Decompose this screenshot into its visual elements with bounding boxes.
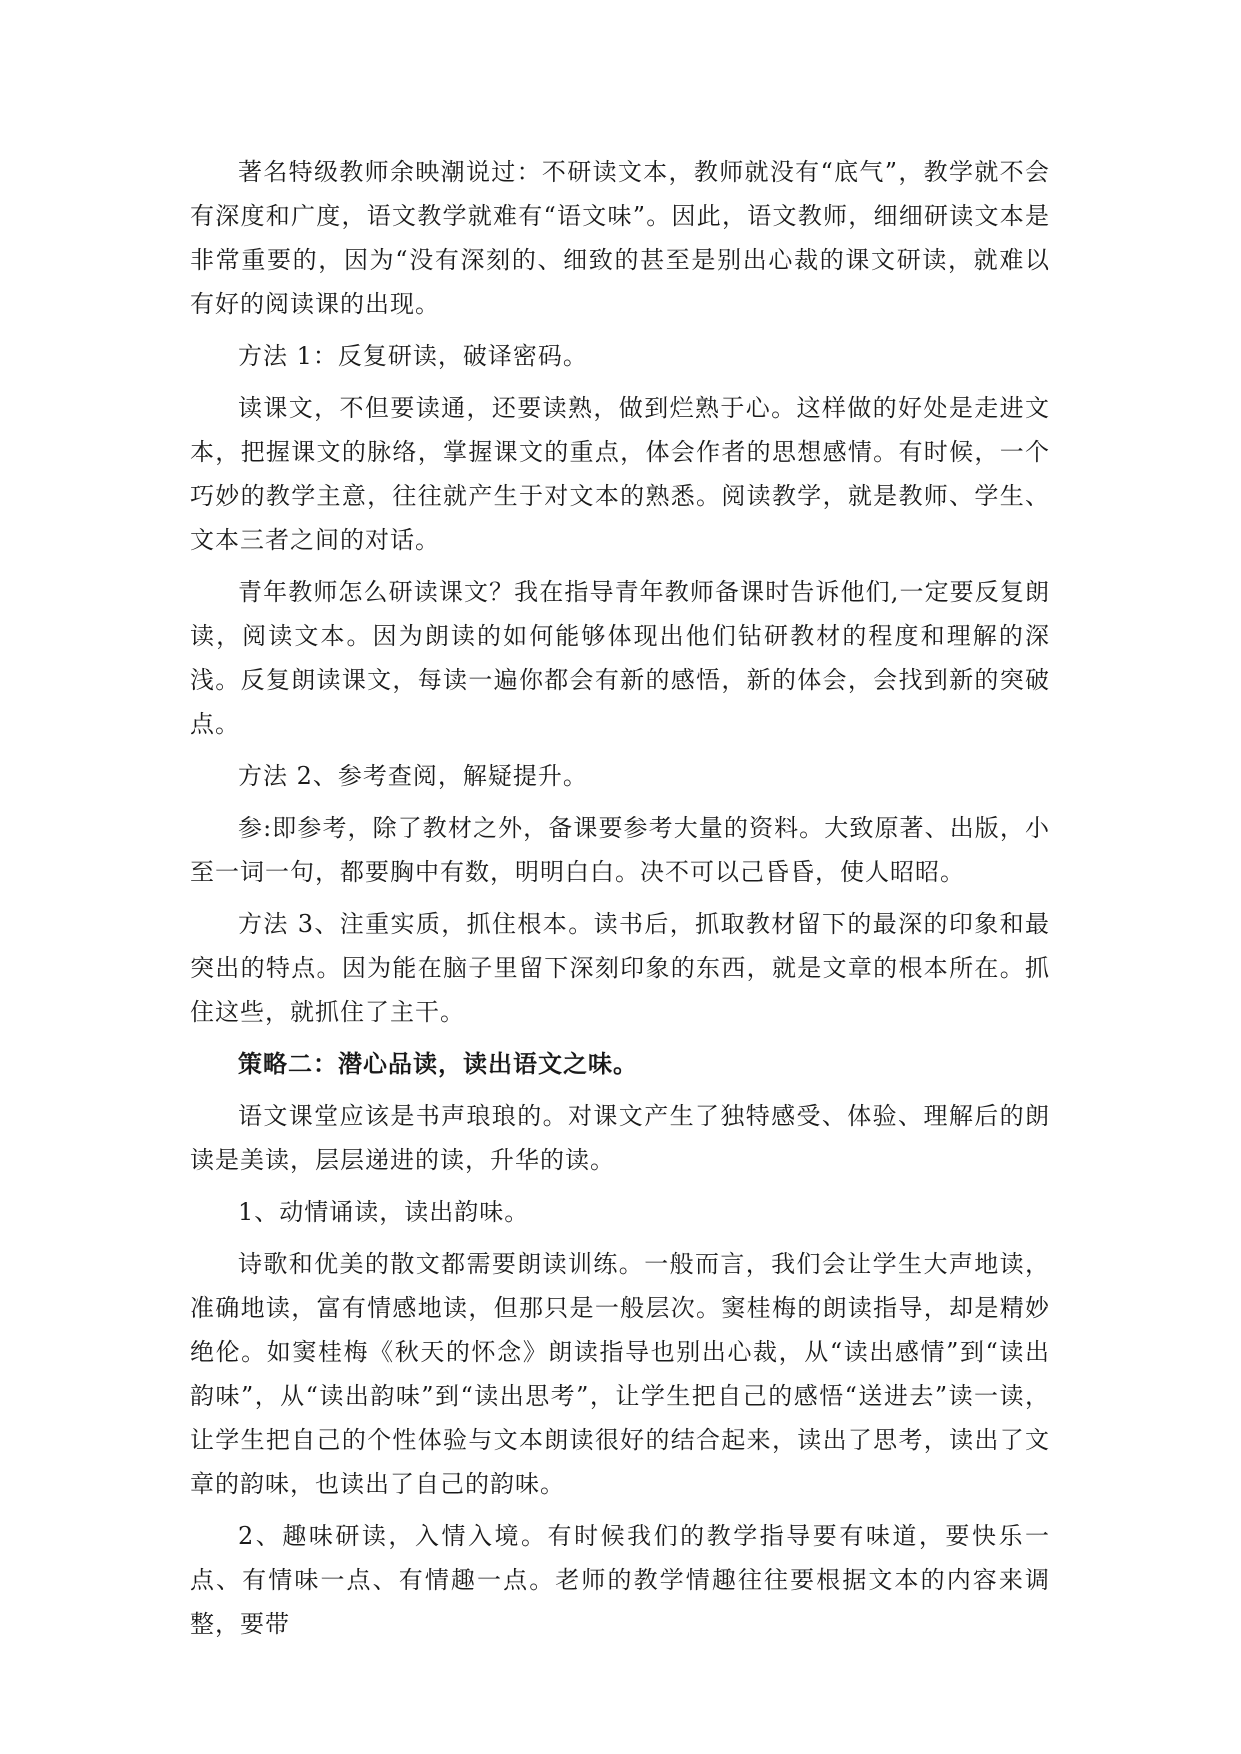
section-heading-strategy-2: 策略二：潜心品读，读出语文之味。 [238, 1049, 638, 1078]
document-body [190, 150, 1050, 1654]
paragraph-method-3: 方法 3、注重实质，抓住根本。读书后，抓取教材留下的最深的印象和最突出的特点。因为能在脑子里留下深刻印象的东西，就是文章的根本所在。抓住这些，就抓住了主干。 [190, 910, 1050, 1026]
paragraph-poetry-reading: 诗歌和优美的散文都需要朗读训练。一般而言，我们会让学生大声地读，准确地读，富有情感地读，但那只是一般层次。窦桂梅的朗读指导，却是精妙绝伦。如窦桂梅《秋天的怀念》朗读指导也别出心裁，从“读出感情”到“读出韵味”，从“读出韵味”到“读出思考”，让学生把自己的感悟“送进去”读一读，让学生把自己的个性体验与文本朗读很好的结合起来，读出了思考，读出了文章的韵味，也读出了自己的韵味。 [190, 1250, 1050, 1498]
paragraph-method-2-body: 参:即参考，除了教材之外，备课要参考大量的资料。大致原著、出版，小至一词一句，都要胸中有数，明明白白。决不可以己昏昏，使人昭昭。 [190, 814, 1050, 886]
paragraph-method-1-heading: 方法 1：反复研读，破译密码。 [238, 342, 588, 370]
paragraph-young-teachers: 青年教师怎么研读课文？我在指导青年教师备课时告诉他们,一定要反复朗读，阅读文本。因为朗读的如何能够体现出他们钻研教材的程度和理解的深浅。反复朗读课文，每读一遍你都会有新的感悟，新的体会，会找到新的突破点。 [190, 578, 1050, 738]
paragraph-method-2-heading: 方法 2、参考查阅，解疑提升。 [238, 762, 588, 790]
paragraph-method-1-body: 读课文，不但要读通，还要读熟，做到烂熟于心。这样做的好处是走进文本，把握课文的脉络，掌握课文的重点，体会作者的思想感情。有时候，一个巧妙的教学主意，往往就产生于对文本的熟悉。阅读教学，就是教师、学生、文本三者之间的对话。 [190, 394, 1050, 554]
paragraph-intro: 著名特级教师余映潮说过：不研读文本，教师就没有“底气”，教学就不会有深度和广度，语文教学就难有“语文味”。因此，语文教师，细细研读文本是非常重要的，因为“没有深刻的、细致的甚至是别出心裁的课文研读，就难以有好的阅读课的出现。 [190, 158, 1050, 318]
paragraph-item-1-heading: 1、动情诵读，读出韵味。 [238, 1198, 530, 1226]
paragraph-classroom-reading: 语文课堂应该是书声琅琅的。对课文产生了独特感受、体验、理解后的朗读是美读，层层递进的读，升华的读。 [190, 1102, 1050, 1174]
paragraph-item-2: 2、趣味研读，入情入境。有时候我们的教学指导要有味道，要快乐一点、有情味一点、有情趣一点。老师的教学情趣往往要根据文本的内容来调整，要带 [190, 1522, 1050, 1638]
